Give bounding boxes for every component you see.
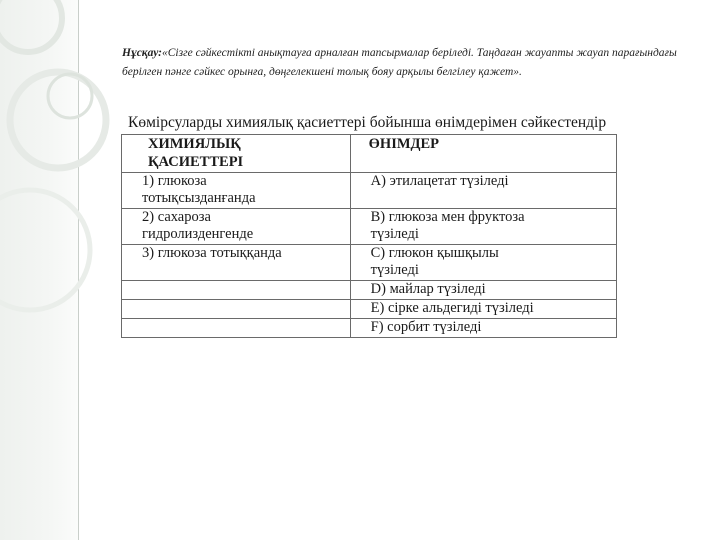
- property-cell: 1) глюкоза тотықсызданғанда: [122, 173, 351, 209]
- table-title: Көмірсуларды химиялық қасиеттері бойынша өнімдерімен сәйкестендір: [128, 114, 607, 131]
- property-cell: [122, 281, 351, 300]
- table-row: [122, 209, 617, 245]
- table-header-row: [122, 135, 617, 173]
- product-cell: E) сірке альдегиді түзіледі: [350, 300, 616, 319]
- instruction-text: [122, 44, 692, 82]
- table-row: [122, 300, 617, 319]
- property-cell: 3) глюкоза тотыққанда: [122, 245, 351, 281]
- product-cell: F) сорбит түзіледі: [350, 319, 616, 338]
- property-cell: [122, 319, 351, 338]
- product-cell: C) глюкон қышқылы түзіледі: [350, 245, 616, 281]
- product-cell: D) майлар түзіледі: [350, 281, 616, 300]
- instruction-body: «Сізге сәйкестікті анықтауға арналған тапсырмалар беріледі. Таңдаған жауапты жауап парағындағы берілген пәнге сәйкес орынға, дөңгелекшені толық бояу арқылы белгілеу қажет».: [122, 47, 677, 78]
- product-cell: B) глюкоза мен фруктоза түзіледі: [350, 209, 616, 245]
- matching-table: [121, 134, 617, 338]
- table-row: [122, 173, 617, 209]
- instruction-label: Нұсқау:: [122, 47, 163, 59]
- table-row: [122, 245, 617, 281]
- property-cell: [122, 300, 351, 319]
- header-properties: ХИМИЯЛЫҚ ҚАСИЕТТЕРІ: [122, 135, 351, 173]
- table-row: [122, 281, 617, 300]
- table-row: [122, 319, 617, 338]
- property-cell: 2) сахароза гидролизденгенде: [122, 209, 351, 245]
- header-products: ӨНІМДЕР: [350, 135, 616, 173]
- decorative-circles-icon: [0, 0, 110, 540]
- product-cell: A) этилацетат түзіледі: [350, 173, 616, 209]
